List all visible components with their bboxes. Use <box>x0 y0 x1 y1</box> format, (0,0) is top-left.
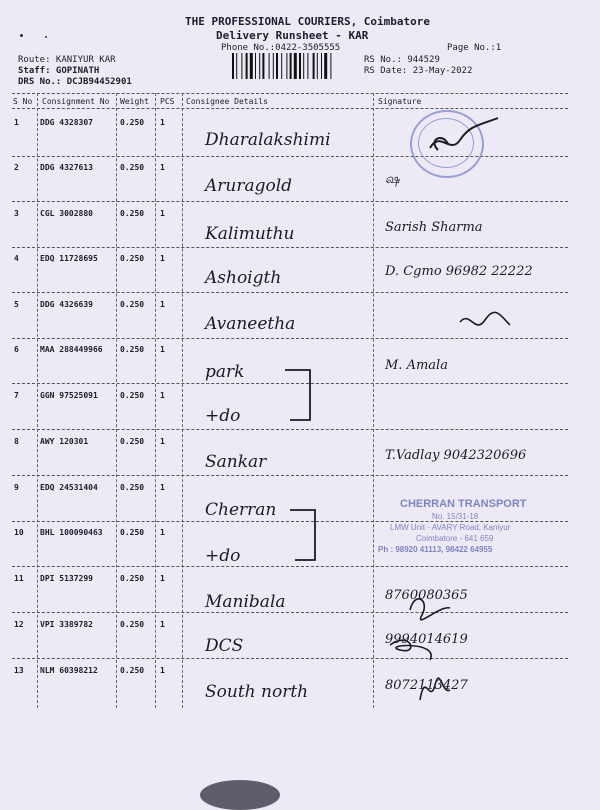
bracket-mark <box>280 365 320 435</box>
row-weight: 0.250 <box>120 345 145 354</box>
barcode-bar <box>299 53 301 79</box>
rs-number: RS No.: 944529 <box>364 55 440 65</box>
row-consignment: GGN 97525091 <box>40 391 98 400</box>
row-consignee: Sankar <box>205 452 267 472</box>
barcode-bar <box>255 53 256 79</box>
barcode-bar <box>290 53 292 79</box>
column-divider <box>116 93 117 708</box>
signature-scribbles <box>380 110 570 710</box>
stamp-line3: Coimbatore - 641 659 <box>416 534 494 543</box>
row-weight: 0.250 <box>120 118 145 127</box>
row-signature: M. Amala <box>385 358 448 373</box>
stamp-line1: No. 15/31-18 <box>432 512 479 521</box>
header-rule <box>12 108 568 109</box>
barcode-bar <box>324 53 327 79</box>
row-consignee: South north <box>205 682 309 702</box>
row-consignment: EDQ 11728695 <box>40 254 98 263</box>
row-weight: 0.250 <box>120 483 145 492</box>
row-consignee: +do <box>205 406 241 426</box>
row-signature: 8760080365 <box>385 588 468 603</box>
barcode-bar <box>232 53 234 79</box>
row-sno: 4 <box>14 254 19 263</box>
row-consignee: Dharalakshimi <box>205 130 331 150</box>
row-sno: 2 <box>14 163 19 172</box>
col-sno: S No <box>13 97 33 106</box>
row-consignee: Cherran <box>205 500 277 520</box>
row-pcs: 1 <box>160 528 165 537</box>
drs-number: DRS No.: DCJB94452901 <box>18 77 132 87</box>
barcode-bar <box>281 53 282 79</box>
stamp-phone: Ph : 98920 41113, 98422 64955 <box>378 545 493 554</box>
row-consignee: Aruragold <box>205 176 293 196</box>
row-consignee: +do <box>205 546 241 566</box>
row-sno: 3 <box>14 209 19 218</box>
barcode-bar <box>313 53 315 79</box>
barcode-bar <box>250 53 253 79</box>
row-signature: T.Vadlay 9042320696 <box>385 448 527 463</box>
row-sno: 8 <box>14 437 19 446</box>
row-consignee: Ashoigth <box>205 268 282 288</box>
row-consignment: CGL 3002880 <box>40 209 93 218</box>
barcode-bar <box>294 53 297 79</box>
column-divider <box>155 93 156 708</box>
row-consignment: NLM 60398212 <box>40 666 98 675</box>
row-consignee: DCS <box>205 636 244 656</box>
row-pcs: 1 <box>160 620 165 629</box>
barcode-bar <box>259 53 260 79</box>
route: Route: KANIYUR KAR <box>18 55 116 65</box>
row-weight: 0.250 <box>120 300 145 309</box>
barcode <box>232 53 354 81</box>
row-consignee: Avaneetha <box>205 314 296 334</box>
row-pcs: 1 <box>160 209 165 218</box>
col-weight: Weight <box>120 97 149 106</box>
table-top-rule <box>12 93 568 94</box>
row-weight: 0.250 <box>120 437 145 446</box>
barcode-bar <box>269 53 270 79</box>
barcode-bar <box>286 53 287 79</box>
barcode-bar <box>273 53 274 79</box>
row-pcs: 1 <box>160 300 165 309</box>
row-signature: ஷ <box>385 172 400 187</box>
row-consignment: DPI 5137299 <box>40 574 93 583</box>
row-weight: 0.250 <box>120 620 145 629</box>
row-consignment: DDG 4328307 <box>40 118 93 127</box>
row-consignment: BHL 100090463 <box>40 528 103 537</box>
page-number: Page No.:1 <box>447 43 502 53</box>
row-pcs: 1 <box>160 574 165 583</box>
stamp-company: CHERRAN TRANSPORT <box>400 498 527 510</box>
row-weight: 0.250 <box>120 528 145 537</box>
stamp-line2: LMW Unit - AVARY Road, Kaniyur <box>390 523 511 532</box>
col-consignment: Consignment No <box>42 97 110 106</box>
row-weight: 0.250 <box>120 574 145 583</box>
row-signature: D. Cgmo 96982 22222 <box>385 264 533 279</box>
column-divider <box>182 93 183 708</box>
row-consignment: DDG 4326639 <box>40 300 93 309</box>
barcode-bar <box>262 53 264 79</box>
row-consignment: MAA 288449966 <box>40 345 103 354</box>
company-title: THE PROFESSIONAL COURIERS, Coimbatore <box>185 15 431 28</box>
col-signature: Signature <box>378 97 422 106</box>
corner-shadow <box>200 780 280 810</box>
row-sno: 10 <box>14 528 24 537</box>
scan-dot <box>20 34 23 37</box>
row-consignment: AWY 120301 <box>40 437 89 446</box>
row-consignment: EDQ 24531404 <box>40 483 98 492</box>
row-signature: 8072113427 <box>385 678 468 693</box>
barcode-bar <box>307 53 308 79</box>
barcode-bar <box>276 53 278 79</box>
row-sno: 7 <box>14 391 19 400</box>
row-pcs: 1 <box>160 118 165 127</box>
transport-stamp <box>372 498 568 558</box>
phone-number: Phone No.:0422-3505555 <box>221 43 341 53</box>
row-pcs: 1 <box>160 391 165 400</box>
row-pcs: 1 <box>160 437 165 446</box>
row-sno: 1 <box>14 118 19 127</box>
col-pcs: PCS <box>160 97 175 106</box>
barcode-bar <box>317 53 318 79</box>
row-pcs: 1 <box>160 483 165 492</box>
row-weight: 0.250 <box>120 163 145 172</box>
column-divider <box>373 93 374 708</box>
row-sno: 6 <box>14 345 19 354</box>
row-weight: 0.250 <box>120 209 145 218</box>
column-divider <box>37 93 38 708</box>
row-signature: 9994014619 <box>385 632 468 647</box>
row-sno: 5 <box>14 300 19 309</box>
row-pcs: 1 <box>160 345 165 354</box>
row-sno: 13 <box>14 666 24 675</box>
row-pcs: 1 <box>160 666 165 675</box>
row-sno: 9 <box>14 483 19 492</box>
row-consignee: Kalimuthu <box>205 224 295 244</box>
scan-dot <box>45 36 47 38</box>
barcode-bar <box>303 53 304 79</box>
barcode-bar <box>241 53 242 79</box>
row-signature: Sarish Sharma <box>385 220 483 235</box>
row-pcs: 1 <box>160 254 165 263</box>
row-pcs: 1 <box>160 163 165 172</box>
barcode-bar <box>236 53 237 79</box>
row-consignee: Manibala <box>205 592 286 612</box>
bracket-mark <box>285 505 325 575</box>
barcode-bar <box>321 53 322 79</box>
row-consignee: park <box>205 362 245 382</box>
row-consignment: DDG 4327613 <box>40 163 93 172</box>
row-sno: 11 <box>14 574 24 583</box>
rs-date: RS Date: 23-May-2022 <box>364 66 473 76</box>
row-weight: 0.250 <box>120 391 145 400</box>
barcode-bar <box>246 53 248 79</box>
runsheet-subtitle: Delivery Runsheet - KAR <box>216 29 369 42</box>
col-consignee: Consignee Details <box>186 97 268 106</box>
row-consignment: VPI 3389782 <box>40 620 93 629</box>
row-sno: 12 <box>14 620 24 629</box>
row-weight: 0.250 <box>120 666 145 675</box>
barcode-bar <box>330 53 331 79</box>
row-weight: 0.250 <box>120 254 145 263</box>
staff: Staff: GOPINATH <box>18 66 100 76</box>
